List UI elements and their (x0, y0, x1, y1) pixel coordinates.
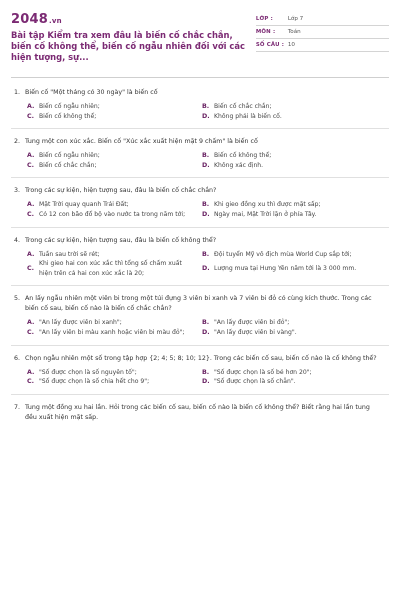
option-text: Biến cố ngẫu nhiên; (39, 152, 100, 160)
question-text: Trong các sự kiện, hiện tượng sau, đâu là biến cố chắc chắn? (25, 187, 217, 195)
option-text: "An lấy viên bi màu xanh hoặc viên bi màu đỏ"; (39, 328, 185, 336)
option-text: "Số được chọn là số bé hơn 20"; (214, 368, 312, 376)
option-text: Khi gieo hai con xúc xắc thì tổng số chấm xuất hiện trên cả hai con xúc xắc là 20; (39, 260, 182, 277)
question-text: An lấy ngẫu nhiên một viên bi trong một túi đựng 3 viên bi xanh và 7 viên bi đỏ có cùng kích thước. Trong các biến cố sau, biến cố nào là biến cố chắc chắn? (25, 295, 372, 313)
answer-option[interactable] (202, 161, 382, 171)
question-number: 6. (14, 354, 21, 362)
option-letter: D. (202, 378, 210, 386)
answer-option[interactable] (202, 112, 382, 122)
header-divider (11, 77, 389, 78)
option-letter: D. (202, 328, 210, 336)
option-letter: D. (202, 210, 210, 218)
option-text: "Số được chọn là số nguyên tố"; (39, 368, 137, 376)
answer-option[interactable] (27, 368, 202, 378)
answer-option[interactable] (27, 161, 202, 171)
meta-key: MÔN : (255, 29, 276, 35)
answer-option[interactable] (202, 368, 382, 378)
meta-value: Lớp 7 (287, 16, 304, 22)
question-text: Tung một đồng xu hai lần. Hỏi trong các biến cố sau, biến cố nào là biến cố không thể? Biết rằng hai lần tung đều xuất hiện mặt sấp. (25, 403, 370, 421)
question-7 (11, 403, 389, 423)
option-text: "An lấy được viên bi xanh"; (39, 319, 122, 327)
answer-option[interactable] (27, 250, 202, 260)
question-number: 1. (14, 89, 21, 96)
question-2 (11, 137, 389, 170)
question-stem (11, 294, 389, 314)
question-list (11, 88, 389, 423)
meta-value: Toán (287, 29, 301, 35)
option-letter: A. (27, 319, 35, 327)
answer-option[interactable] (202, 377, 382, 387)
meta-table (256, 13, 389, 70)
question-1 (11, 88, 389, 121)
answer-option[interactable] (27, 318, 202, 328)
question-divider (11, 128, 389, 129)
question-divider (11, 285, 389, 286)
question-stem (11, 186, 389, 196)
option-text: Đội tuyển Mỹ vô địch mùa World Cup sắp tới; (214, 250, 352, 258)
question-stem (11, 236, 389, 246)
meta-value: 10 (287, 42, 295, 48)
option-letter: A. (27, 201, 35, 209)
option-letter: D. (202, 112, 210, 120)
meta-key: LỚP : (255, 16, 273, 22)
answer-option[interactable] (202, 102, 382, 112)
option-text: "An lấy được viên bi vàng". (214, 328, 297, 336)
question-divider (11, 227, 389, 228)
option-letter: B. (202, 250, 210, 258)
answer-option[interactable] (27, 328, 202, 338)
header-left (11, 8, 256, 70)
option-letter: A. (27, 103, 35, 110)
question-divider (11, 345, 389, 346)
question-text: Trong các sự kiện, hiện tượng sau, đâu là biến cố không thể? (25, 236, 217, 244)
option-text: Biến cố không thể; (39, 112, 97, 120)
option-letter: B. (202, 368, 210, 376)
answer-option[interactable] (27, 259, 202, 278)
option-text: Có 12 con bão đổ bộ vào nước ta trong năm tới; (39, 210, 186, 218)
answer-options (11, 102, 389, 121)
option-text: Biến cố ngẫu nhiên; (39, 103, 100, 110)
answer-option[interactable] (202, 151, 382, 161)
answer-option[interactable] (202, 318, 382, 328)
question-number: 5. (14, 295, 21, 303)
question-text: Biến cố "Một tháng có 30 ngày" là biến cố (25, 89, 158, 96)
question-divider (11, 394, 389, 395)
option-text: "Số được chọn là số chẵn". (214, 378, 296, 386)
answer-options (11, 368, 389, 387)
option-letter: C. (27, 210, 35, 218)
question-5 (11, 294, 389, 337)
option-text: Không xác định. (214, 161, 264, 169)
document-title: Bài tập Kiểm tra xem đâu là biến cố chắc chắn, biến cố không thể, biến cố ngẫu nhiên đối với các hiện tượng, sự... (11, 30, 245, 62)
answer-option[interactable] (202, 328, 382, 338)
question-number: 3. (14, 187, 21, 195)
answer-option[interactable] (27, 151, 202, 161)
option-letter: A. (27, 368, 35, 376)
meta-key: SỐ CÂU : (255, 42, 285, 48)
option-letter: D. (202, 161, 210, 169)
option-letter: C. (27, 161, 35, 169)
answer-option[interactable] (27, 377, 202, 387)
answer-option[interactable] (202, 200, 382, 210)
answer-option[interactable] (27, 112, 202, 122)
option-letter: A. (27, 152, 35, 160)
question-stem (11, 403, 389, 423)
question-number: 7. (14, 403, 21, 411)
question-divider (11, 177, 389, 178)
logo-tld: .vn (48, 17, 62, 25)
option-text: Ngày mai, Mặt Trời lặn ở phía Tây. (214, 210, 317, 218)
option-text: Không phải là biến cố. (214, 112, 282, 120)
question-stem (11, 354, 389, 364)
answer-option[interactable] (27, 200, 202, 210)
answer-option[interactable] (202, 210, 382, 220)
option-text: Biến cố không thể; (214, 152, 272, 160)
option-text: "An lấy được viên bi đỏ"; (214, 319, 290, 327)
answer-option[interactable] (202, 250, 382, 260)
option-text: Khi gieo đồng xu thì được mặt sấp; (214, 201, 321, 209)
option-letter: C. (27, 328, 35, 336)
question-number: 2. (14, 138, 21, 146)
answer-options (11, 200, 389, 219)
answer-options (11, 250, 389, 279)
option-text: Biến cố chắc chắn; (214, 103, 272, 110)
meta-row-grade (256, 13, 389, 26)
question-text: Chọn ngẫu nhiên một số trong tập hợp {2; 4; 5; 8; 10; 12}. Trong các biến cố sau, biến cố nào là cố không thể? (25, 354, 377, 362)
meta-row-count (256, 39, 389, 52)
logo-name: 2048 (11, 12, 48, 27)
option-letter: D. (202, 264, 210, 272)
option-letter: C. (27, 264, 35, 272)
option-letter: C. (27, 378, 35, 386)
question-4 (11, 236, 389, 279)
question-6 (11, 354, 389, 387)
site-logo[interactable] (11, 12, 256, 28)
answer-options (11, 151, 389, 170)
answer-options (11, 318, 389, 337)
answer-option[interactable] (27, 210, 202, 220)
option-text: Lượng mưa tại Hưng Yên năm tới là 3 000 mm. (214, 264, 357, 272)
option-text: Mặt Trời quay quanh Trái Đất; (39, 201, 129, 209)
option-letter: B. (202, 103, 210, 110)
option-letter: B. (202, 319, 210, 327)
option-letter: A. (27, 250, 35, 258)
option-letter: C. (27, 112, 35, 120)
option-letter: B. (202, 152, 210, 160)
meta-row-subject (256, 26, 389, 39)
option-letter: B. (202, 201, 210, 209)
answer-option[interactable] (202, 259, 382, 278)
option-text: "Số được chọn là số chia hết cho 9"; (39, 378, 150, 386)
answer-option[interactable] (27, 102, 202, 112)
question-stem (11, 137, 389, 147)
question-number: 4. (14, 236, 21, 244)
option-text: Tuần sau trời sẽ rét; (39, 250, 100, 258)
option-text: Biến cố chắc chắn; (39, 161, 97, 169)
question-stem (11, 88, 389, 98)
header (11, 8, 389, 70)
question-text: Tung một con xúc xắc. Biến cố "Xúc xắc xuất hiện mặt 9 chấm" là biến cố (25, 138, 258, 146)
question-3 (11, 186, 389, 219)
